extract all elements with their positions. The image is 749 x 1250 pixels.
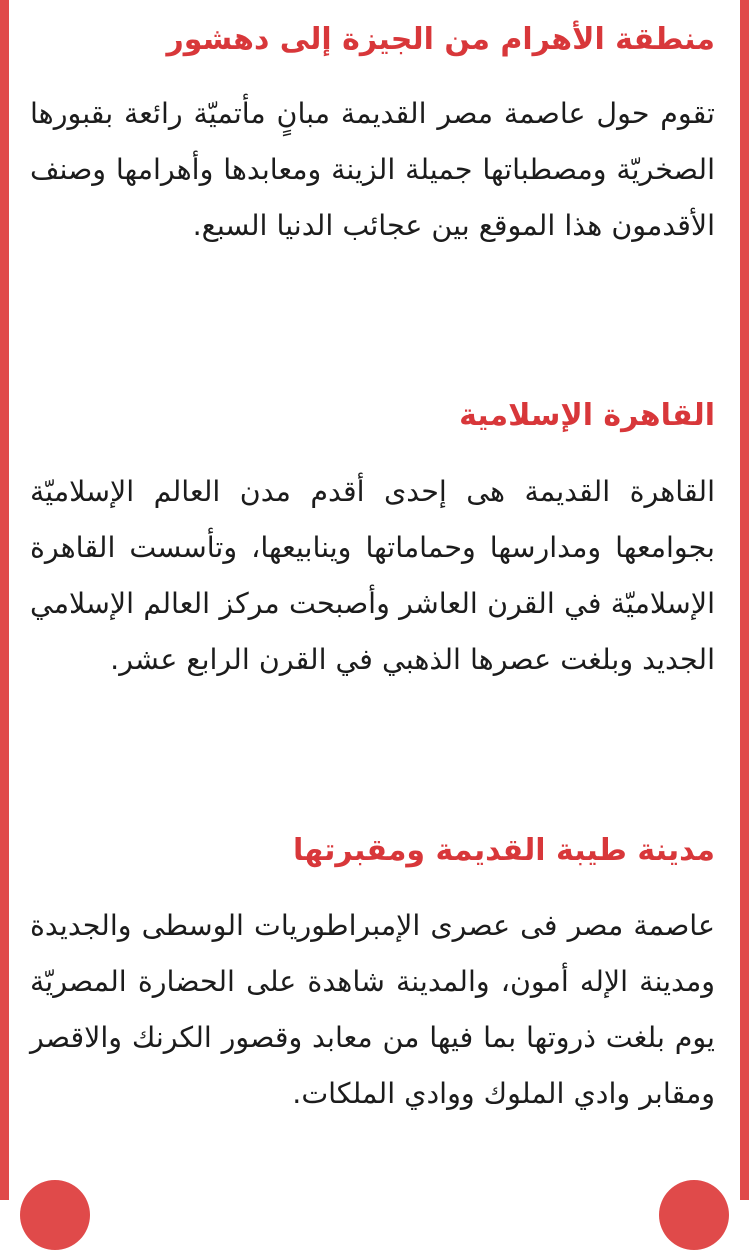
section-islamic-cairo [30,394,715,688]
section-paragraph: عاصمة مصر فى عصرى الإمبراطوريات الوسطى والجديدة ومدينة الإله أمون، والمدينة شاهدة على الحضارة المصريّة يوم بلغت ذروتها بما فيها من معابد وقصور الكرنك والاقصر ومقابر وادي الملوك ووادي الملكات. [30,909,715,1110]
left-border-bar [0,0,9,1200]
section-paragraph: تقوم حول عاصمة مصر القديمة مبانٍ مأتميّة رائعة بقبورها الصخريّة ومصطباتها جميلة الزينة ومعابدها وأهرامها وصنف الأقدمون هذا الموقع بين عجائب الدنيا السبع. [30,97,715,242]
right-border-bar [740,0,749,1200]
decorative-circle-left [20,1180,90,1250]
section-title: القاهرة الإسلامية [459,398,715,433]
section-title: مدينة طيبة القديمة ومقبرتها [293,833,715,868]
section-giza-pyramids [30,18,715,254]
section-title: منطقة الأهرام من الجيزة إلى دهشور [166,22,715,57]
section-ancient-thebes [30,829,715,1122]
decorative-circle-right [659,1180,729,1250]
section-paragraph: القاهرة القديمة هى إحدى أقدم مدن العالم الإسلاميّة بجوامعها ومدارسها وحماماتها وينابيعها، وتأسست القاهرة الإسلاميّة في القرن العاشر وأصبحت مركز العالم الإسلامي الجديد وبلغت عصرها الذهبي في القرن الرابع عشر. [30,475,715,676]
